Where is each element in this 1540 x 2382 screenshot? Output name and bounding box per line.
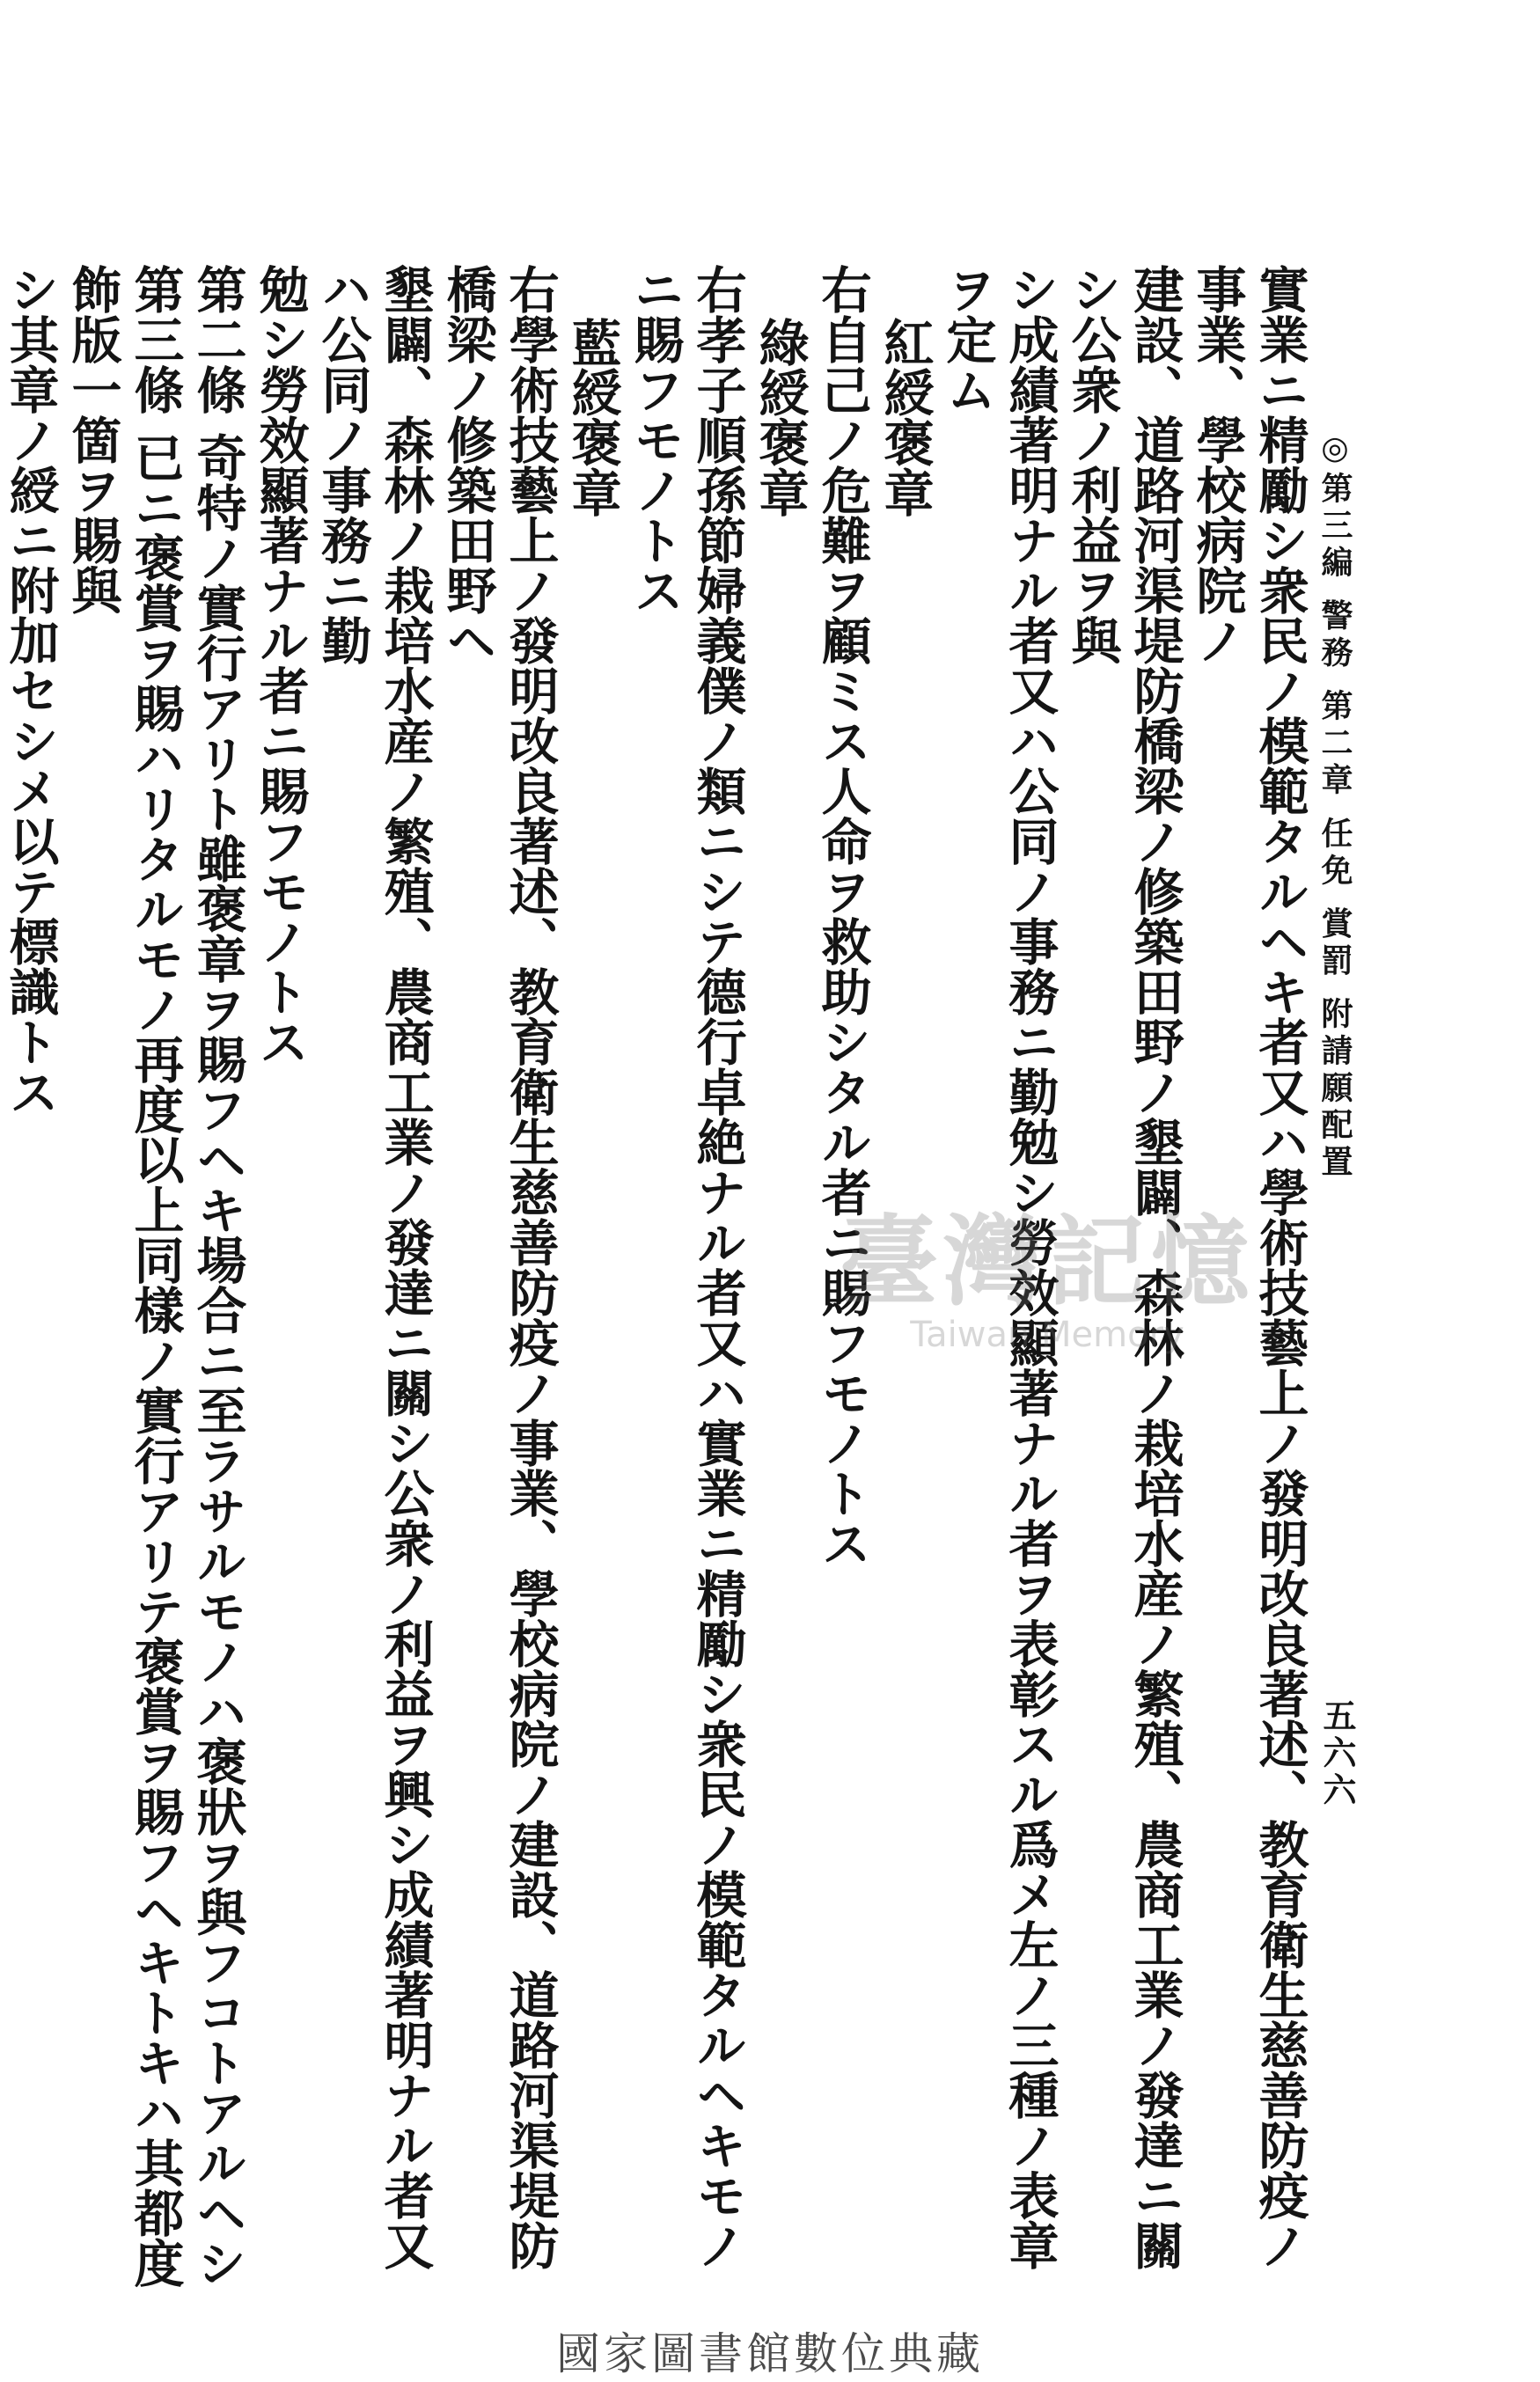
page-number: 五六六 [1317,1698,1357,1809]
watermark-text: 臺灣記憶 [840,1205,1255,1320]
running-header: ◎第三編 警務 第二章 任免 賞罰 附請願配置 [1316,429,1353,1182]
text-line: 墾闢、森林ノ栽培水産ノ繁殖、農商工業ノ發達ニ關シ公衆ノ利益ヲ興シ成績著明ナル者又ハ公同ノ事務ニ勤 [313,264,435,2270]
section-heading: 紅綬褒章 [876,317,935,517]
footer-credit: 國家圖書館數位典藏 [556,2328,984,2379]
section-heading: 藍綬褒章 [563,317,622,517]
article-line: 第二條 奇特ノ實行アリト雖褒章ヲ賜フヘキ場合ニ至ラサルモノハ褒狀ヲ與フコトアルヘシ [188,264,247,2288]
text-line: 右自己ノ危難ヲ顧ミス人命ヲ救助シタル者ニ賜フモノトス [813,264,872,1568]
text-line: 實業ニ精勵シ衆民ノ模範タルヘキ者又ハ學術技藝上ノ發明改良著述、教育衛生慈善防疫ノ事業、學校病院ノ [1188,264,1309,2270]
text-line: 右學術技藝上ノ發明改良著述、教育衛生慈善防疫ノ事業、學校病院ノ建設、道路河渠堤防橋梁ノ修築田野ヘ [438,264,560,2270]
text-line: シ其章ノ綬ニ附加セシメ以テ標識トス [1,264,60,1117]
watermark-logo [818,1205,1276,1355]
watermark-subtext: Taiwan Memory [910,1315,1184,1355]
text-line: シ成績著明ナル者又ハ公同ノ事務ニ勤勉シ勞效顯著ナル者ヲ表彰スル爲メ左ノ三種ノ表章ヲ定ム [938,264,1060,2270]
text-line: 勉シ勞效顯著ナル者ニ賜フモノトス [251,264,310,1066]
text-line: 右孝子順孫節婦義僕ノ類ニシテ德行卓絶ナル者又ハ實業ニ精勵シ衆民ノ模範タルヘキモノニ賜フモノトス [626,264,747,2270]
section-heading: 綠綬褒章 [751,317,810,517]
text-line: 建設、道路河渠堤防橋梁ノ修築田野ノ墾闢、森林ノ栽培水産ノ繁殖、農商工業ノ發達ニ關シ公衆ノ利益ヲ與 [1063,264,1184,2270]
article-line: 第三條 已ニ褒賞ヲ賜ハリタルモノ再度以上同樣ノ實行アリテ褒賞ヲ賜フヘキトキハ其都度飾版一箇ヲ賜與 [63,264,185,2288]
